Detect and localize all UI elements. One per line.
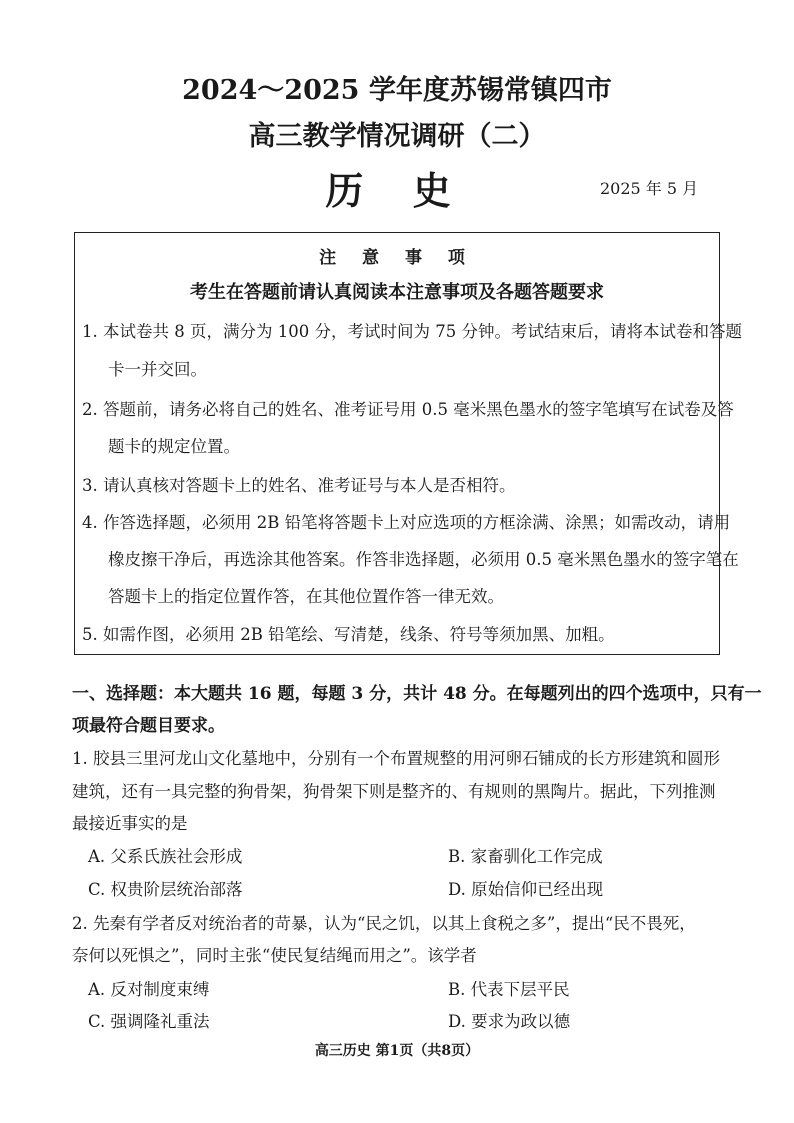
section-heading: 一、选择题：本大题共 16 题，每题 3 分，共计 48 分。在每题列出的四个选项中，只有一: [72, 684, 762, 704]
notice-line: 卡一并交回。: [108, 360, 207, 379]
exam-subtitle: 高三教学情况调研（二）: [248, 121, 546, 152]
notice-line: 题卡的规定位置。: [108, 437, 240, 456]
question-1-option-d: D. 原始信仰已经出现: [448, 880, 604, 899]
section-heading: 项最符合题目要求。: [72, 716, 225, 736]
question-2-stem: 奈何以死惧之”，同时主张“使民复结绳而用之”。该学者: [72, 946, 477, 965]
notice-line: 2. 答题前，请务必将自己的姓名、准考证号用 0.5 毫米黑色墨水的签字笔填写在试卷及答: [82, 400, 734, 419]
question-2-option-b: B. 代表下层平民: [448, 980, 570, 999]
question-1-option-c: C. 权贵阶层统治部落: [88, 880, 243, 899]
notice-subheading: 考生在答题前请认真阅读本注意事项及各题答题要求: [190, 282, 604, 303]
question-2-stem: 2. 先秦有学者反对统治者的苛暴，认为“民之饥，以其上食税之多”，提出“民不畏死，: [72, 914, 696, 933]
question-1-stem: 最接近事实的是: [72, 814, 188, 833]
question-1-stem: 建筑，还有一具完整的狗骨架，狗骨架下则是整齐的、有规则的黑陶片。据此，下列推测: [72, 782, 716, 801]
question-1-option-b: B. 家畜驯化工作完成: [448, 847, 603, 866]
notice-line: 3. 请认真核对答题卡上的姓名、准考证号与本人是否相符。: [82, 476, 516, 495]
notice-line: 橡皮擦干净后，再选涂其他答案。作答非选择题，必须用 0.5 毫米黑色墨水的签字笔在: [108, 550, 739, 569]
question-2-option-d: D. 要求为政以德: [448, 1012, 571, 1031]
question-1-stem: 1. 胶县三里河龙山文化墓地中，分别有一个布置规整的用河卵石铺成的长方形建筑和圆形: [72, 749, 720, 768]
notice-line: 答题卡上的指定位置作答，在其他位置作答一律无效。: [108, 587, 504, 606]
question-2-option-c: C. 强调隆礼重法: [88, 1012, 210, 1031]
exam-title: 2024～2025 学年度苏锡常镇四市: [182, 75, 612, 106]
question-2-option-a: A. 反对制度束缚: [88, 980, 210, 999]
notice-line: 4. 作答选择题，必须用 2B 铅笔将答题卡上对应选项的方框涂满、涂黑；如需改动，请用: [82, 513, 731, 532]
notice-heading: 注 意 事 项: [319, 248, 475, 268]
page-footer: 高三历史 第1页（共8页）: [314, 1043, 480, 1059]
subject-title: 历 史: [325, 168, 469, 213]
notice-line: 1. 本试卷共 8 页，满分为 100 分，考试时间为 75 分钟。考试结束后，请将本试卷和答题: [82, 322, 742, 341]
exam-date: 2025 年 5 月: [600, 179, 699, 198]
question-1-option-a: A. 父系氏族社会形成: [88, 847, 243, 866]
notice-line: 5. 如需作图，必须用 2B 铅笔绘、写清楚，线条、符号等须加黑、加粗。: [82, 625, 615, 644]
